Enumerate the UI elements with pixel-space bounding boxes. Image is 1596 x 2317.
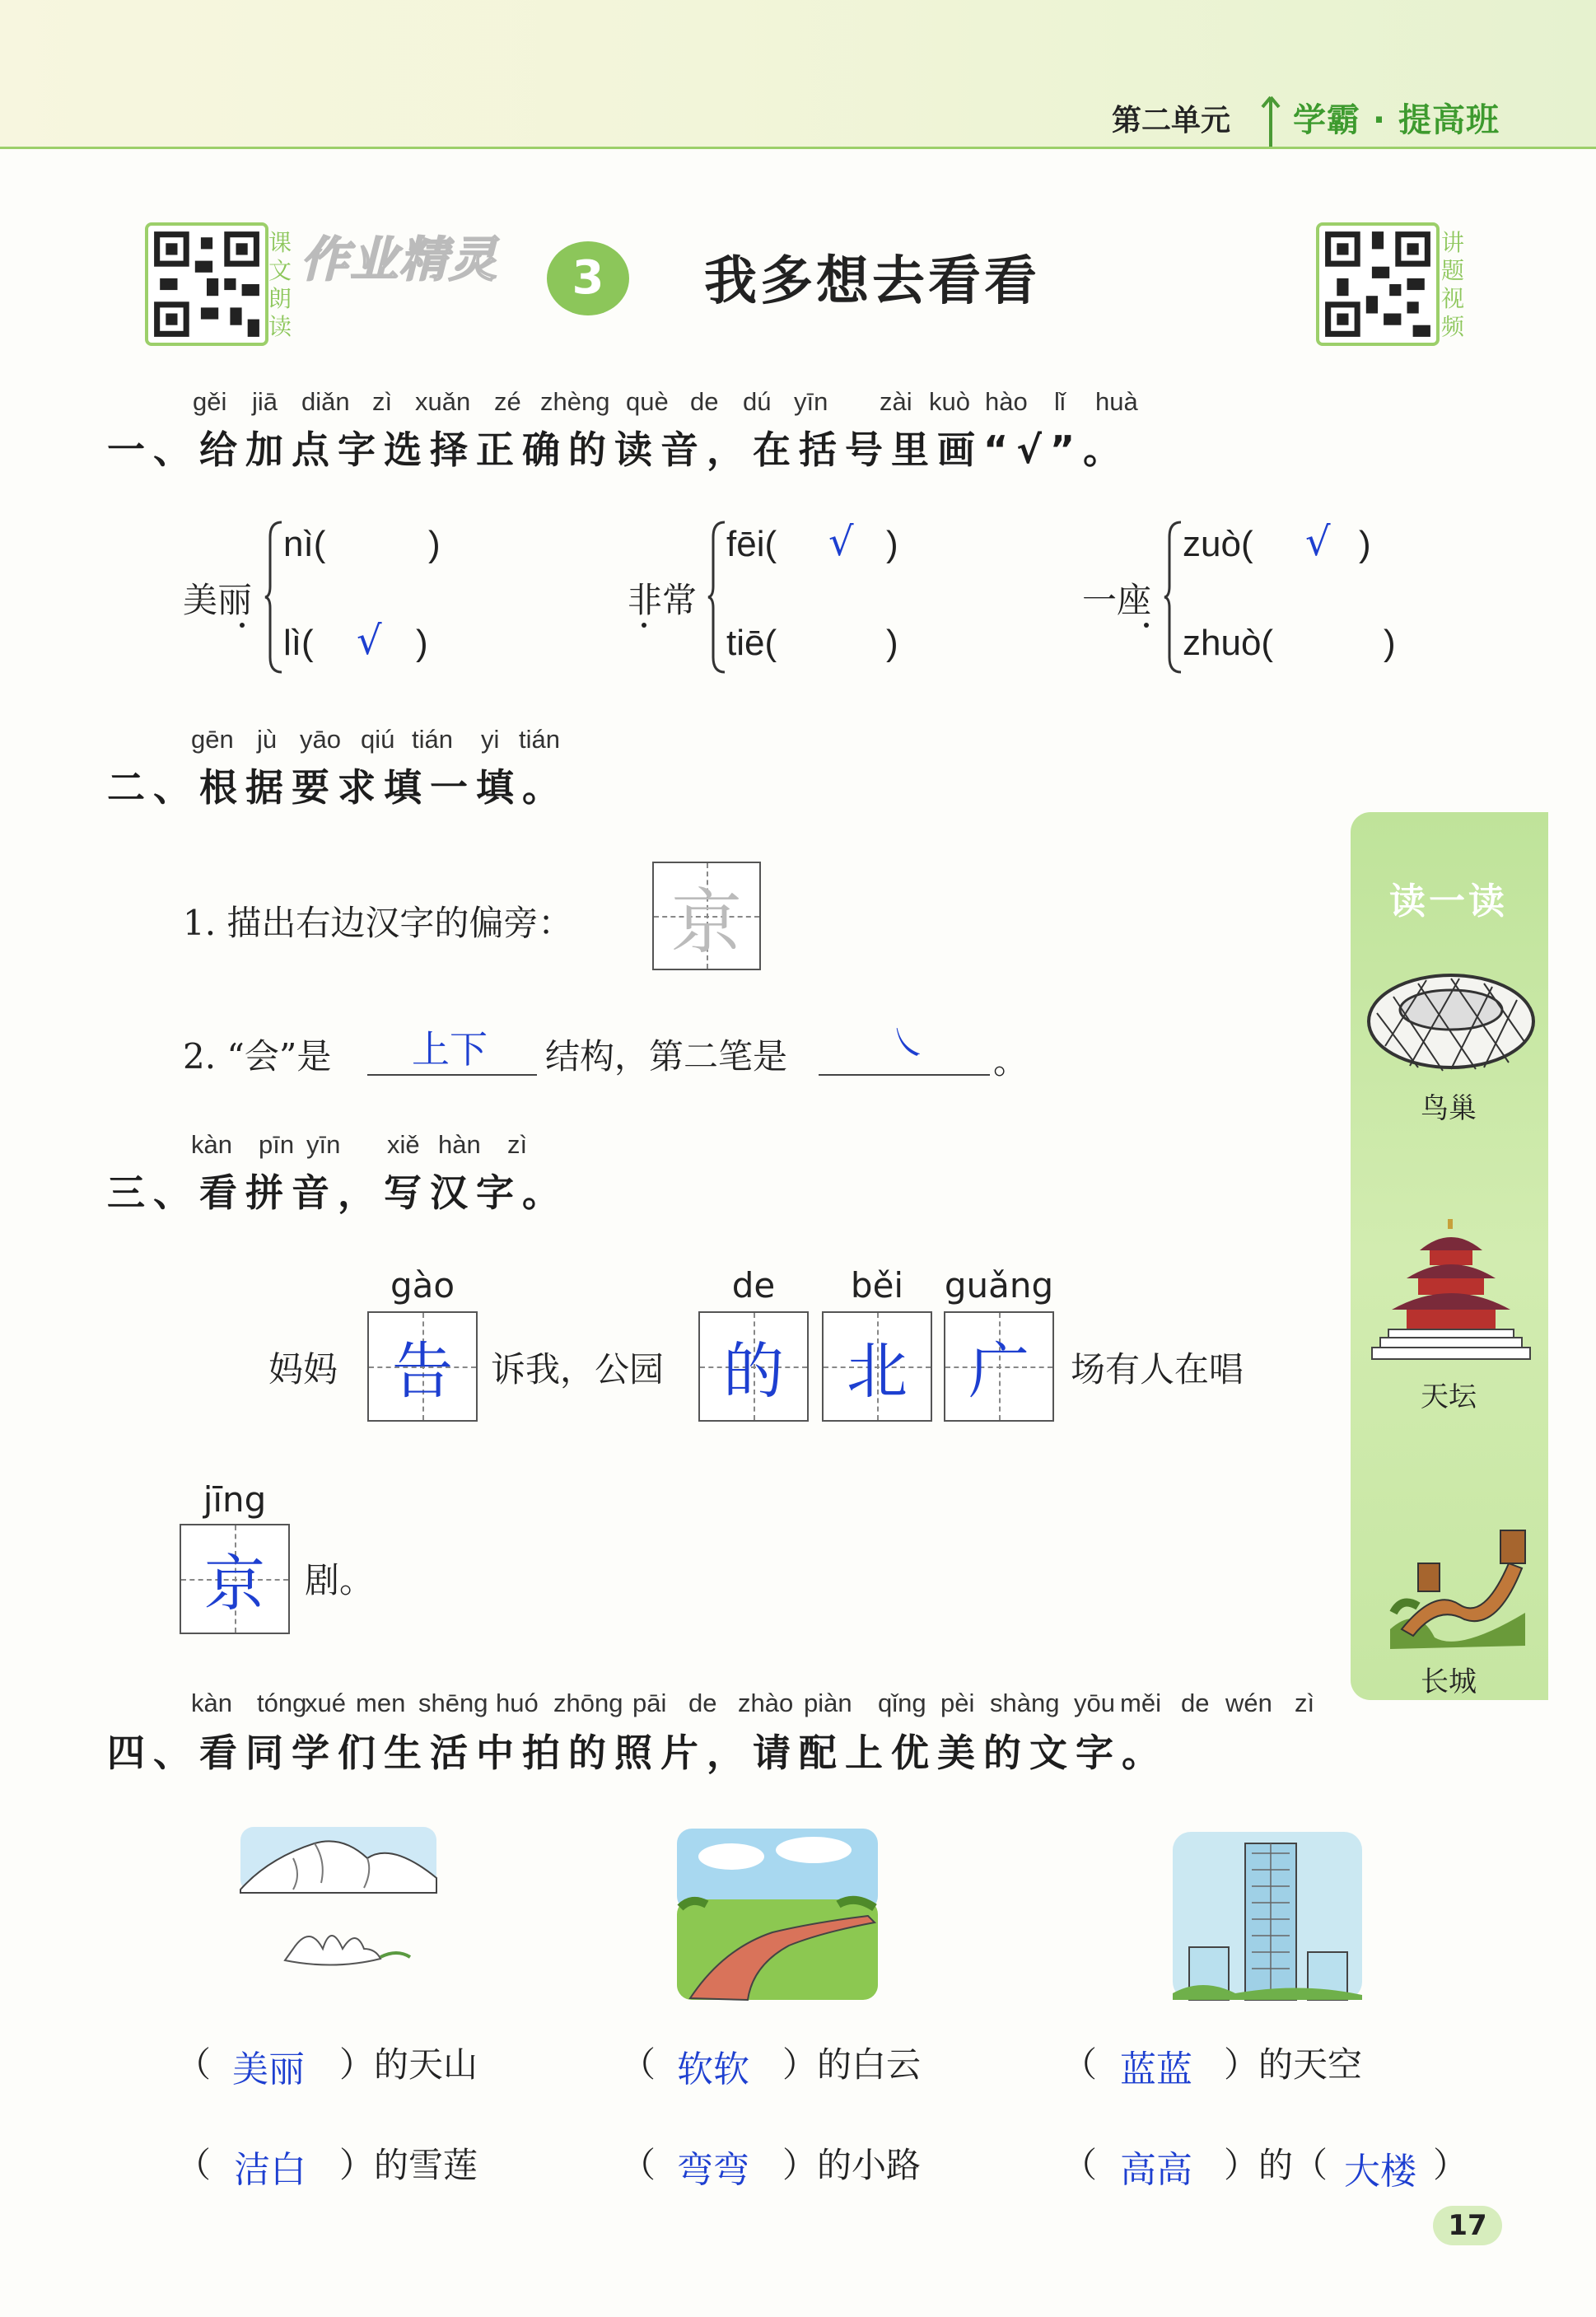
phrase-tail: ）的（ [1224, 2145, 1328, 2185]
sprout-icon [1256, 82, 1286, 148]
phrase-tail: ）的雪莲 [339, 2145, 478, 2185]
pinyin-syllable: wén [1225, 1689, 1272, 1717]
phrase-tail: ）的白云 [782, 2044, 922, 2085]
lesson-title: 我多想去看看 [704, 251, 1040, 312]
pinyin-syllable: dú [743, 387, 772, 416]
char-box-pinyin: de [731, 1265, 776, 1306]
open-paren: （ [176, 2145, 212, 2185]
char-box-pinyin: běi [850, 1265, 904, 1306]
qr-left-label: 课文朗读 [268, 229, 292, 340]
pinyin-syllable: shēng [418, 1689, 488, 1717]
open-paren: （ [1062, 2044, 1098, 2085]
pinyin-syllable: zài [880, 387, 912, 416]
pinyin-syllable: zhōng [553, 1689, 623, 1717]
q1-word: 一座 [1082, 580, 1152, 620]
option-pinyin: tiē( [726, 623, 777, 663]
pinyin-syllable: kuò [929, 387, 970, 416]
close-paren: ) [428, 524, 441, 564]
answer-stroke[interactable]: ㇏ [889, 1021, 927, 1065]
pinyin-syllable: lǐ [1054, 387, 1066, 416]
close-paren: ) [1384, 623, 1396, 663]
q2-title: 二、根据要求填一填。 [107, 765, 568, 810]
pinyin-syllable: zì [1295, 1689, 1315, 1717]
q3-title: 三、看拼音，写汉字。 [107, 1170, 568, 1215]
q1-title: 一、给加点字选择正确的读音，在括号里画“√”。 [107, 427, 1130, 472]
char-box-pinyin: gào [390, 1265, 455, 1306]
q1-word: 非常 [628, 580, 698, 620]
char-box[interactable] [822, 1311, 932, 1422]
close-paren: ) [886, 623, 898, 663]
answer-structure[interactable]: 上下 [412, 1027, 488, 1072]
phrase-tail: ） [1433, 2145, 1468, 2185]
pinyin-syllable: què [626, 387, 669, 416]
pinyin-syllable: pāi [632, 1689, 667, 1717]
pinyin-syllable: xiě [387, 1130, 420, 1159]
answer-char: 广 [968, 1336, 1029, 1407]
q3-row2-after: 剧。 [305, 1560, 375, 1600]
pinyin-syllable: de [688, 1689, 717, 1717]
char-box[interactable] [944, 1311, 1054, 1422]
open-paren: （ [621, 2145, 656, 2185]
pinyin-syllable: yi [481, 725, 500, 754]
pinyin-syllable: diǎn [301, 387, 350, 416]
q2-item2-middle: 结构，第二笔是 [545, 1036, 788, 1077]
answer-char: 的 [723, 1336, 784, 1407]
trace-char-box[interactable] [652, 862, 761, 970]
check-mark[interactable]: √ [828, 519, 854, 565]
pinyin-syllable: xué [305, 1689, 346, 1717]
char-box-pinyin: guǎng [944, 1265, 1054, 1306]
char-box[interactable] [180, 1524, 290, 1634]
option-pinyin: fēi( [726, 524, 777, 564]
pinyin-syllable: zhèng [540, 387, 610, 416]
pinyin-syllable: shàng [990, 1689, 1060, 1717]
check-mark[interactable]: √ [1305, 519, 1331, 565]
q3-row1-after: 场有人在唱 [1071, 1349, 1244, 1390]
close-paren: ) [886, 524, 898, 564]
path-and-clouds-image [674, 1825, 881, 2003]
header-brand: 学霸 · 提高班 [1293, 101, 1500, 139]
page-number: 17 [1448, 2209, 1487, 2242]
pinyin-syllable: kàn [191, 1130, 232, 1159]
answer-word[interactable]: 高高 [1120, 2149, 1192, 2191]
birds-nest-icon [1360, 964, 1542, 1079]
answer-line[interactable] [367, 1074, 537, 1076]
watermark: 作业精灵 [301, 231, 499, 287]
option-pinyin: lì( [283, 623, 314, 663]
pinyin-syllable: zhào [738, 1689, 794, 1717]
qr-code-left-icon[interactable] [145, 222, 268, 346]
pinyin-syllable: zé [494, 387, 521, 416]
pinyin-syllable: měi [1120, 1689, 1161, 1717]
answer-word[interactable]: 蓝蓝 [1120, 2048, 1192, 2090]
pinyin-syllable: jiā [252, 387, 278, 416]
brace-icon [707, 521, 726, 674]
q3-row1-before: 妈妈 [268, 1349, 338, 1390]
emphasis-dot [1144, 623, 1149, 628]
sidebar-label: 天坛 [1421, 1380, 1477, 1413]
option-pinyin: zhuò( [1183, 623, 1274, 663]
pinyin-syllable: hào [985, 387, 1028, 416]
pinyin-syllable: pèi [940, 1689, 975, 1717]
char-box[interactable] [698, 1311, 809, 1422]
lesson-number: 3 [572, 251, 604, 305]
pinyin-syllable: de [690, 387, 719, 416]
q2-item2-suffix: 。 [993, 1041, 1029, 1081]
pinyin-syllable: tián [412, 725, 453, 754]
pinyin-syllable: qǐng [878, 1689, 926, 1717]
pinyin-syllable: de [1181, 1689, 1210, 1717]
pinyin-syllable: kàn [191, 1689, 232, 1717]
q2-item2-prefix: 2. “会”是 [183, 1036, 332, 1077]
open-paren: （ [176, 2044, 212, 2085]
sidebar-label: 长城 [1421, 1665, 1477, 1698]
emphasis-dot [240, 623, 245, 628]
check-mark[interactable]: √ [357, 618, 382, 664]
option-pinyin: zuò( [1183, 524, 1253, 564]
phrase-tail: ）的天空 [1224, 2044, 1363, 2085]
pinyin-syllable: yīn [794, 387, 828, 416]
char-box[interactable] [367, 1311, 478, 1422]
answer-char: 京 [204, 1549, 265, 1619]
pinyin-syllable: qiú [361, 725, 395, 754]
char-box-pinyin: jīng [203, 1479, 267, 1520]
pinyin-syllable: yāo [300, 725, 341, 754]
brace-icon [1163, 521, 1183, 674]
phrase-tail: ）的天山 [339, 2044, 478, 2085]
mountain-snow-lotus-image [236, 1825, 441, 1982]
sky-and-buildings-image [1169, 1829, 1365, 2003]
q3-row1-middle: 诉我，公园 [491, 1349, 665, 1390]
answer-char: 北 [847, 1336, 908, 1407]
pinyin-syllable: tóng [257, 1689, 307, 1717]
brace-icon [264, 521, 283, 674]
great-wall-icon [1385, 1514, 1533, 1654]
pinyin-syllable: piàn [804, 1689, 852, 1717]
pinyin-syllable: pīn [259, 1130, 295, 1159]
pinyin-syllable: huà [1095, 387, 1138, 416]
close-paren: ) [1359, 524, 1371, 564]
answer-char: 告 [392, 1336, 453, 1407]
q1-word: 美丽 [183, 580, 253, 620]
pinyin-syllable: gēn [191, 725, 234, 754]
answer-word[interactable]: 大楼 [1344, 2151, 1416, 2193]
pinyin-syllable: tián [519, 725, 560, 754]
pinyin-syllable: yōu [1074, 1689, 1115, 1717]
sidebar-title: 读一读 [1389, 881, 1508, 923]
trace-char: 京 [671, 881, 742, 964]
sidebar-label: 鸟巢 [1421, 1092, 1477, 1125]
answer-word[interactable]: 弯弯 [677, 2149, 749, 2191]
temple-of-heaven-icon [1370, 1217, 1532, 1366]
answer-word[interactable]: 洁白 [234, 2149, 306, 2191]
open-paren: （ [1062, 2145, 1098, 2185]
q4-title: 四、看同学们生活中拍的照片，请配上优美的文字。 [107, 1731, 1168, 1775]
close-paren: ) [416, 623, 428, 663]
emphasis-dot [642, 623, 646, 628]
pinyin-syllable: xuǎn [415, 387, 471, 416]
phrase-tail: ）的小路 [782, 2145, 922, 2185]
answer-word[interactable]: 软软 [677, 2048, 749, 2090]
answer-word[interactable]: 美丽 [232, 2048, 305, 2090]
answer-line[interactable] [819, 1074, 990, 1076]
pinyin-syllable: men [356, 1689, 406, 1717]
pinyin-syllable: zì [372, 387, 393, 416]
pinyin-syllable: huó [496, 1689, 539, 1717]
header-unit: 第二单元 [1112, 104, 1231, 138]
pinyin-syllable: hàn [438, 1130, 481, 1159]
open-paren: （ [621, 2044, 656, 2085]
option-pinyin: nì( [283, 524, 326, 564]
pinyin-syllable: zì [507, 1130, 528, 1159]
pinyin-syllable: yīn [306, 1130, 341, 1159]
qr-right-label: 讲题视频 [1441, 229, 1465, 340]
qr-code-right-icon[interactable] [1316, 222, 1440, 346]
q2-item1-text: 1. 描出右边汉字的偏旁： [183, 903, 573, 943]
pinyin-syllable: gěi [193, 387, 227, 416]
pinyin-syllable: jù [257, 725, 278, 754]
